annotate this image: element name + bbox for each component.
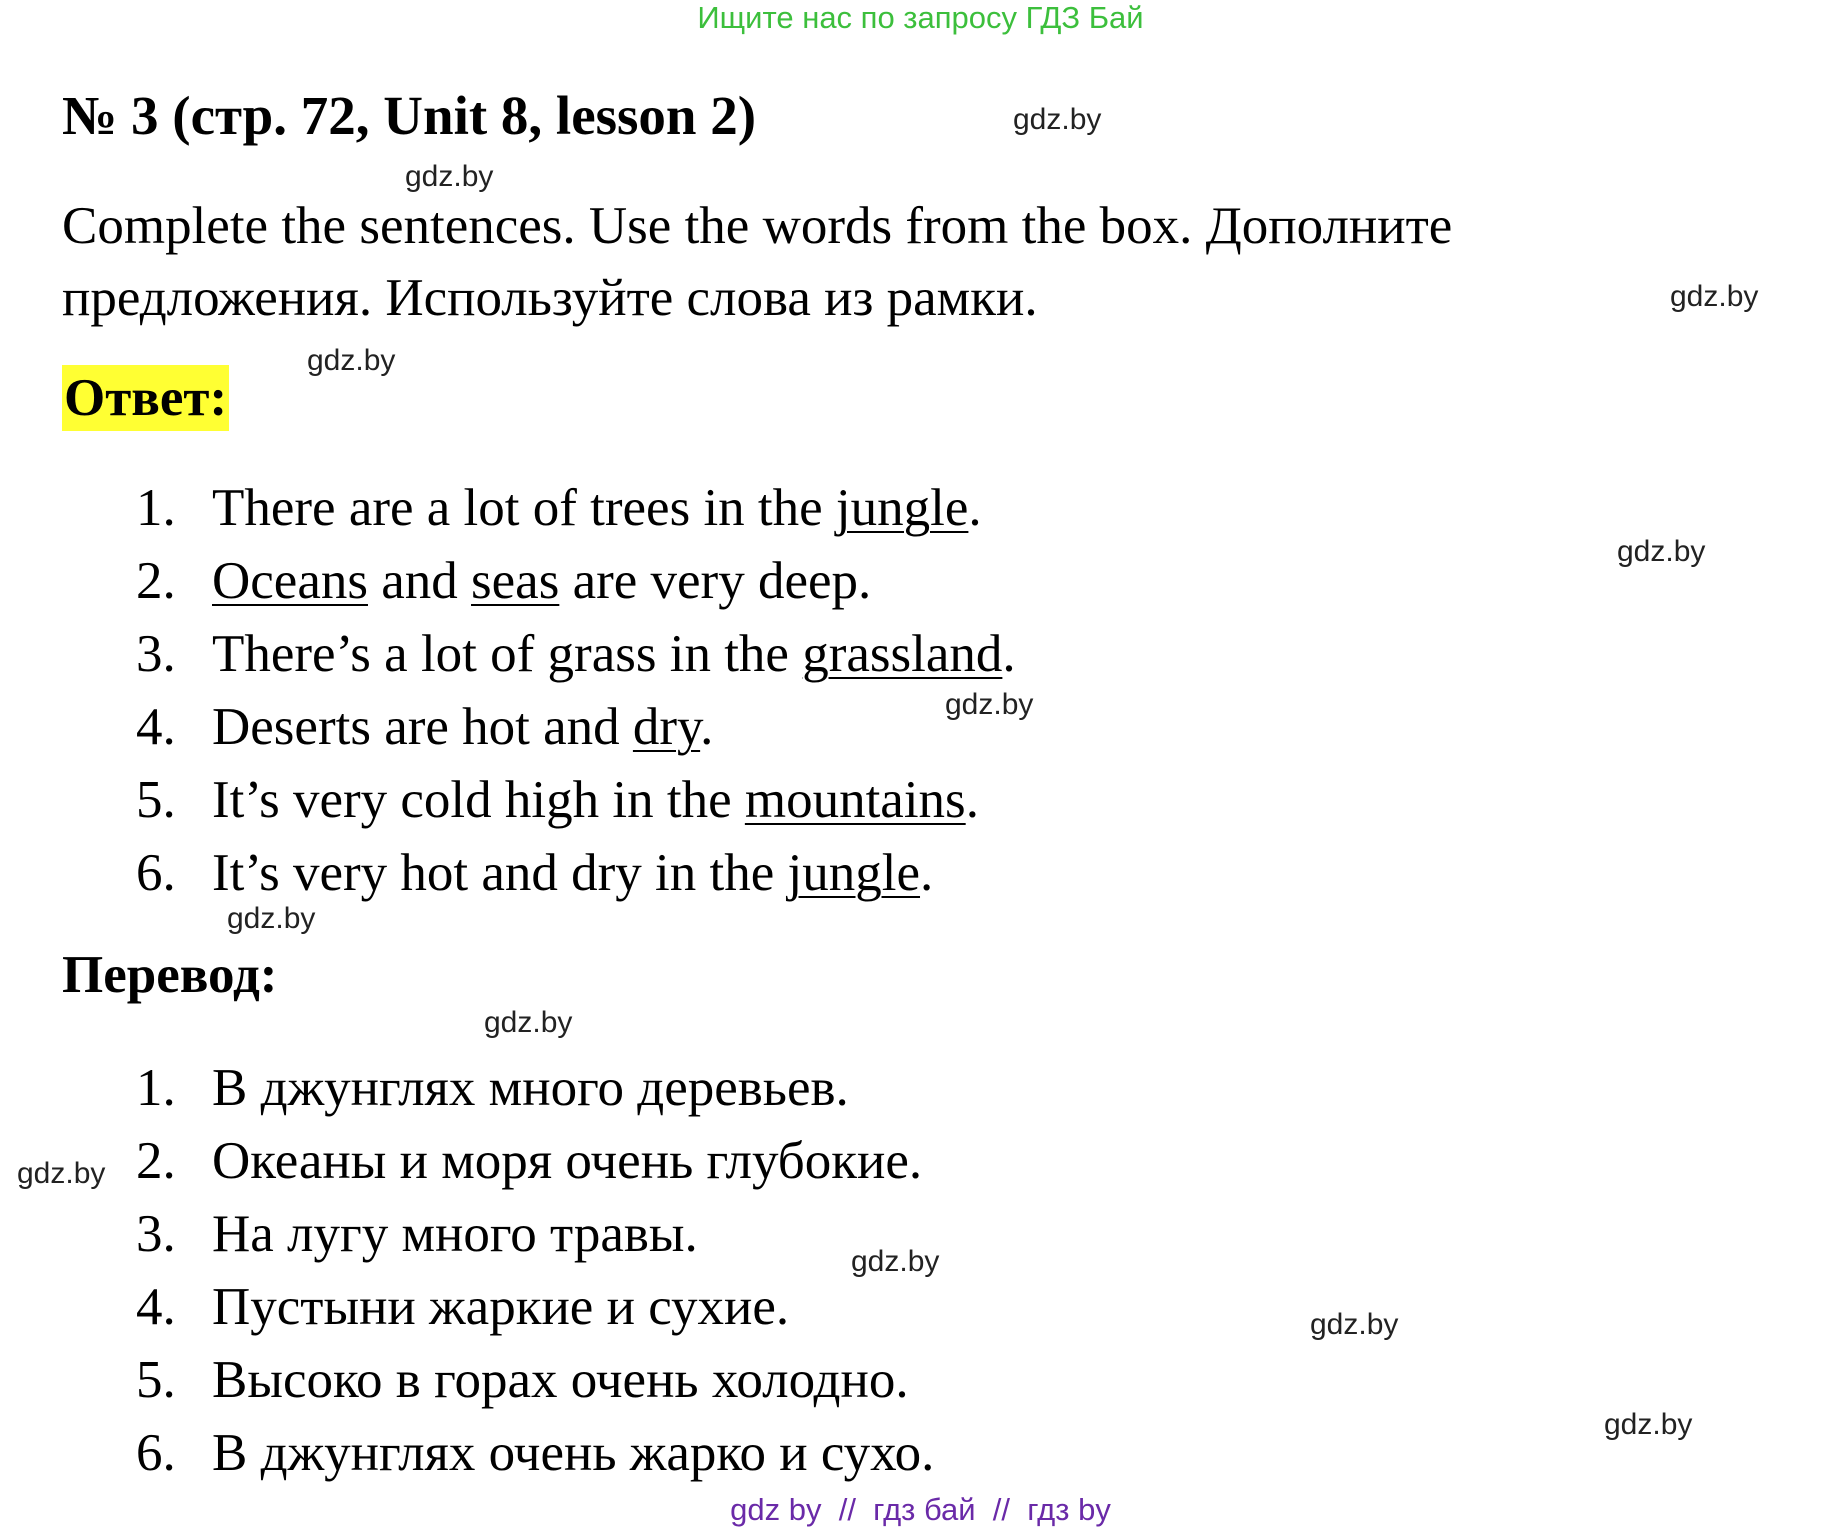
answer-word: seas — [471, 552, 560, 610]
item-text: There’s a lot of grass in the grassland. — [212, 625, 1016, 683]
watermark: gdz.by — [484, 1006, 573, 1039]
watermark: gdz.by — [405, 160, 494, 193]
item-text: В джунглях очень жарко и сухо. — [212, 1424, 935, 1482]
item-number: 1. — [136, 1059, 176, 1117]
item-text: Пустыни жаркие и сухие. — [212, 1278, 790, 1336]
watermark: gdz.by — [307, 344, 396, 377]
answer-word: Oceans — [212, 552, 368, 610]
item-number: 3. — [136, 1205, 176, 1263]
watermark: gdz.by — [1604, 1408, 1693, 1441]
item-number: 3. — [136, 625, 176, 683]
item-number: 6. — [136, 844, 176, 902]
top-banner[interactable]: Ищите нас по запросу ГДЗ Бай — [697, 0, 1144, 35]
item-text: It’s very cold high in the mountains. — [212, 771, 979, 829]
watermark: gdz.by — [851, 1245, 940, 1278]
answer-word: jungle — [787, 844, 921, 902]
item-number: 5. — [136, 1351, 176, 1409]
item-text: Высоко в горах очень холодно. — [212, 1351, 909, 1409]
item-number: 2. — [136, 1132, 176, 1190]
item-text: В джунглях много деревьев. — [212, 1059, 849, 1117]
item-text: Deserts are hot and dry. — [212, 698, 714, 756]
item-text: There are a lot of trees in the jungle. — [212, 479, 982, 537]
watermark: gdz.by — [945, 688, 1034, 721]
watermark: gdz.by — [1617, 535, 1706, 568]
item-number: 6. — [136, 1424, 176, 1482]
answer-word: jungle — [835, 479, 969, 537]
watermark: gdz.by — [1670, 280, 1759, 313]
instruction — [62, 190, 1622, 334]
item-text: На лугу много травы. — [212, 1205, 698, 1263]
watermark: gdz.by — [227, 902, 316, 935]
watermark: gdz.by — [1310, 1308, 1399, 1341]
answer-word: dry — [632, 698, 701, 756]
exercise-heading: № 3 (стр. 72, Unit 8, lesson 2) — [62, 85, 757, 146]
item-number: 5. — [136, 771, 176, 829]
item-text: It’s very hot and dry in the jungle. — [212, 844, 934, 902]
item-number: 4. — [136, 698, 176, 756]
instruction-line-1: Complete the sentences. Use the words from the box. Дополните — [62, 197, 1453, 255]
item-text: Океаны и моря очень глубокие. — [212, 1132, 923, 1190]
answer-word: mountains — [744, 771, 966, 829]
answer-label: Ответ: — [62, 365, 229, 431]
watermark: gdz.by — [17, 1157, 106, 1190]
item-number: 4. — [136, 1278, 176, 1336]
item-number: 1. — [136, 479, 176, 537]
instruction-line-2: предложения. Используйте слова из рамки. — [62, 269, 1038, 327]
footer-links[interactable]: gdz by // гдз бай // гдз by — [730, 1492, 1111, 1527]
watermark: gdz.by — [1013, 103, 1102, 136]
translation-label: Перевод: — [62, 946, 278, 1004]
answer-word: grassland — [802, 625, 1003, 683]
item-text: Oceans and seas are very deep. — [212, 552, 872, 610]
item-number: 2. — [136, 552, 176, 610]
